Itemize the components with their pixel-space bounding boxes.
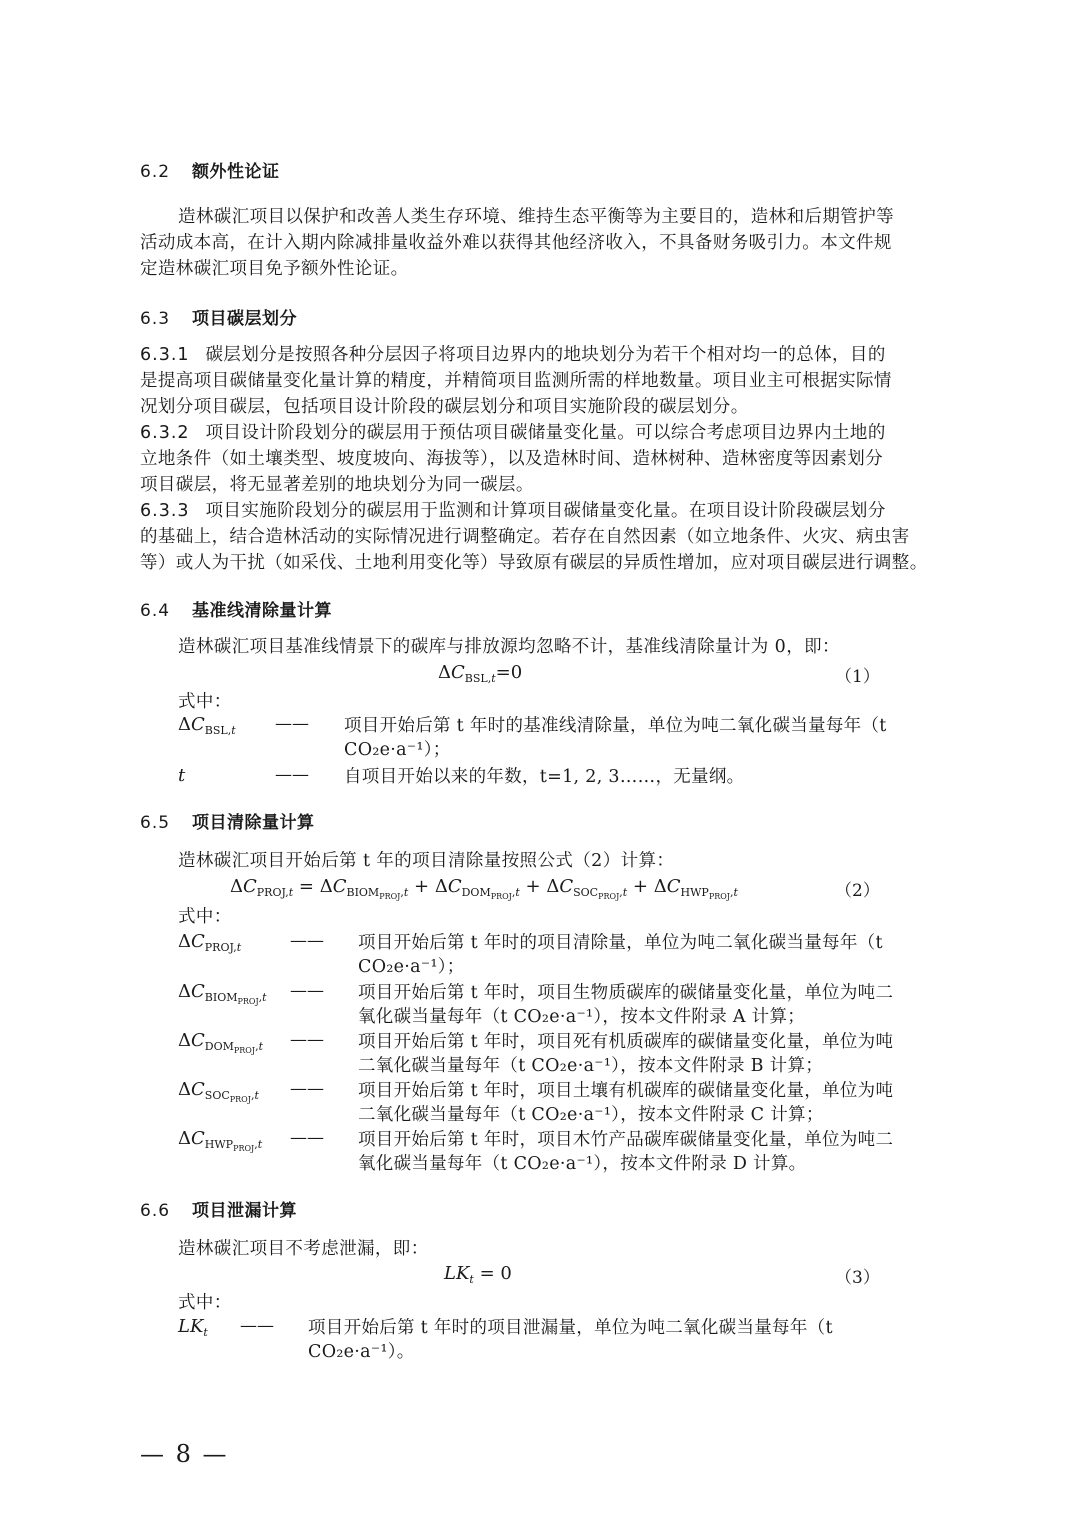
section-title: 基准线清除量计算	[192, 601, 333, 621]
section-heading-6-5	[140, 808, 315, 833]
definition-text: 项目开始后第 t 年时，项目生物质碳库的碳储量变化量，单位为吨二氧化碳当量每年（t CO₂e·a⁻¹），按本文件附录 A 计算；	[358, 983, 894, 1027]
equation-2: $\Delta C_{PROJ,t} = \Delta C_{BIOM_{PROJ},t} + \Delta C_{DOM_{PROJ},t} + \Delta C_{SOC_{PROJ},t} + \Delta C_{HWP_{PROJ},t}$	[230, 876, 738, 901]
paragraph-line: 况划分项目碳层，包括项目设计阶段的碳层划分和项目实施阶段的碳层划分。	[140, 397, 749, 417]
paragraph-line	[140, 342, 886, 368]
definition-dash: ——	[290, 931, 324, 951]
paragraph-line: 造林碳汇项目开始后第 t 年的项目清除量按照公式（2）计算：	[178, 851, 675, 871]
subsection-number: 6.3.2	[140, 423, 190, 443]
symbol: t	[178, 765, 186, 786]
section-title: 项目泄漏计算	[192, 1201, 298, 1221]
subsection-number: 6.3.3	[140, 501, 190, 521]
equation-3: $LK_t = 0$	[444, 1263, 512, 1286]
paragraph-line: 立地条件（如土壤类型、坡度坡向、海拔等），以及造林时间、造林树种、造林密度等因素划分	[140, 449, 884, 469]
equation-number: （1）	[835, 667, 880, 687]
definition-dash: ——	[240, 1316, 274, 1336]
section-heading-6-3	[140, 304, 297, 329]
definition-dash: ——	[290, 1079, 324, 1099]
section-title: 项目清除量计算	[192, 813, 315, 833]
section-number: 6.4	[140, 601, 171, 621]
paragraph-line: 是提高项目碳储量变化量计算的精度，并精简项目监测所需的样地数量。项目业主可根据实际情	[140, 371, 892, 391]
equation-number: （2）	[835, 881, 880, 901]
paragraph-line: 造林碳汇项目不考虑泄漏，即：	[178, 1239, 429, 1259]
definition-text: 项目开始后第 t 年时的项目泄漏量，单位为吨二氧化碳当量每年（t CO₂e·a⁻¹）。	[308, 1318, 833, 1362]
definition-text: 自项目开始以来的年数，t=1, 2, 3……，无量纲。	[344, 767, 745, 787]
symbol: $LK_t$	[178, 1316, 208, 1339]
section-number: 6.5	[140, 813, 171, 833]
definition-dash: ——	[275, 714, 309, 734]
paragraph-line: 项目碳层，将无显著差别的地块划分为同一碳层。	[140, 475, 534, 495]
section-number: 6.6	[140, 1201, 171, 1221]
definition-text: 项目开始后第 t 年时，项目土壤有机碳库的碳储量变化量，单位为吨二氧化碳当量每年（t CO₂e·a⁻¹），按本文件附录 C 计算；	[358, 1081, 894, 1125]
definition-text: 项目开始后第 t 年时的基准线清除量，单位为吨二氧化碳当量每年（t CO₂e·a⁻¹）；	[344, 716, 887, 760]
symbol: $\Delta C_{PROJ,t}$	[178, 931, 242, 954]
section-title: 项目碳层划分	[192, 309, 298, 329]
equation-1: $\Delta C_{BSL,t}=0$	[438, 662, 523, 685]
section-number: 6.2	[140, 162, 171, 182]
paragraph-text: 项目实施阶段划分的碳层用于监测和计算项目碳储量变化量。在项目设计阶段碳层划分	[205, 501, 886, 521]
section-title: 额外性论证	[192, 162, 280, 182]
section-number: 6.3	[140, 309, 171, 329]
definition-text: 项目开始后第 t 年时的项目清除量，单位为吨二氧化碳当量每年（t CO₂e·a⁻¹）；	[358, 933, 883, 977]
section-heading-6-4	[140, 596, 332, 621]
paragraph-line: 的基础上，结合造林活动的实际情况进行调整确定。若存在自然因素（如立地条件、火灾、病虫害	[140, 527, 910, 547]
definition-dash: ——	[275, 765, 309, 785]
equation-number: （3）	[835, 1268, 880, 1288]
symbol: $\Delta C_{BSL,t}$	[178, 714, 236, 737]
definition-dash: ——	[290, 981, 324, 1001]
page-number: — 8 —	[140, 1440, 229, 1468]
paragraph-text: 碳层划分是按照各种分层因子将项目边界内的地块划分为若干个相对均一的总体，目的	[205, 345, 886, 365]
symbol: $\Delta C_{DOM_{PROJ},t}$	[178, 1030, 263, 1055]
paragraph-line	[140, 420, 886, 446]
definition-dash: ——	[290, 1030, 324, 1050]
paragraph-line: 造林碳汇项目基准线情景下的碳库与排放源均忽略不计，基准线清除量计为 0，即：	[178, 637, 840, 657]
paragraph-line: 等）或人为干扰（如采伐、土地利用变化等）导致原有碳层的异质性增加，应对项目碳层进行调整。	[140, 553, 928, 573]
definition-dash: ——	[290, 1128, 324, 1148]
where-label: 式中：	[178, 907, 232, 927]
definition-text: 项目开始后第 t 年时，项目木竹产品碳库碳储量变化量，单位为吨二氧化碳当量每年（t CO₂e·a⁻¹），按本文件附录 D 计算。	[358, 1130, 894, 1174]
paragraph-line: 活动成本高，在计入期内除减排量收益外难以获得其他经济收入，不具备财务吸引力。本文件规	[140, 233, 892, 253]
symbol: $\Delta C_{HWP_{PROJ},t}$	[178, 1128, 263, 1153]
equation-rhs: =0	[495, 662, 523, 683]
section-heading-6-6	[140, 1196, 297, 1221]
paragraph-text: 项目设计阶段划分的碳层用于预估项目碳储量变化量。可以综合考虑项目边界内土地的	[205, 423, 886, 443]
paragraph-line	[140, 498, 886, 524]
definition-text: 项目开始后第 t 年时，项目死有机质碳库的碳储量变化量，单位为吨二氧化碳当量每年（t CO₂e·a⁻¹），按本文件附录 B 计算；	[358, 1032, 894, 1076]
symbol: $\Delta C_{BIOM_{PROJ},t}$	[178, 981, 267, 1006]
section-heading-6-2	[140, 157, 280, 182]
paragraph-line: 定造林碳汇项目免予额外性论证。	[140, 259, 409, 279]
subsection-number: 6.3.1	[140, 345, 190, 365]
paragraph-line: 造林碳汇项目以保护和改善人类生存环境、维持生态平衡等为主要目的，造林和后期管护等	[178, 207, 894, 227]
symbol: $\Delta C_{SOC_{PROJ},t}$	[178, 1079, 259, 1104]
where-label: 式中：	[178, 692, 232, 712]
where-label: 式中：	[178, 1293, 232, 1313]
equation-rhs: = 0	[479, 1263, 512, 1284]
